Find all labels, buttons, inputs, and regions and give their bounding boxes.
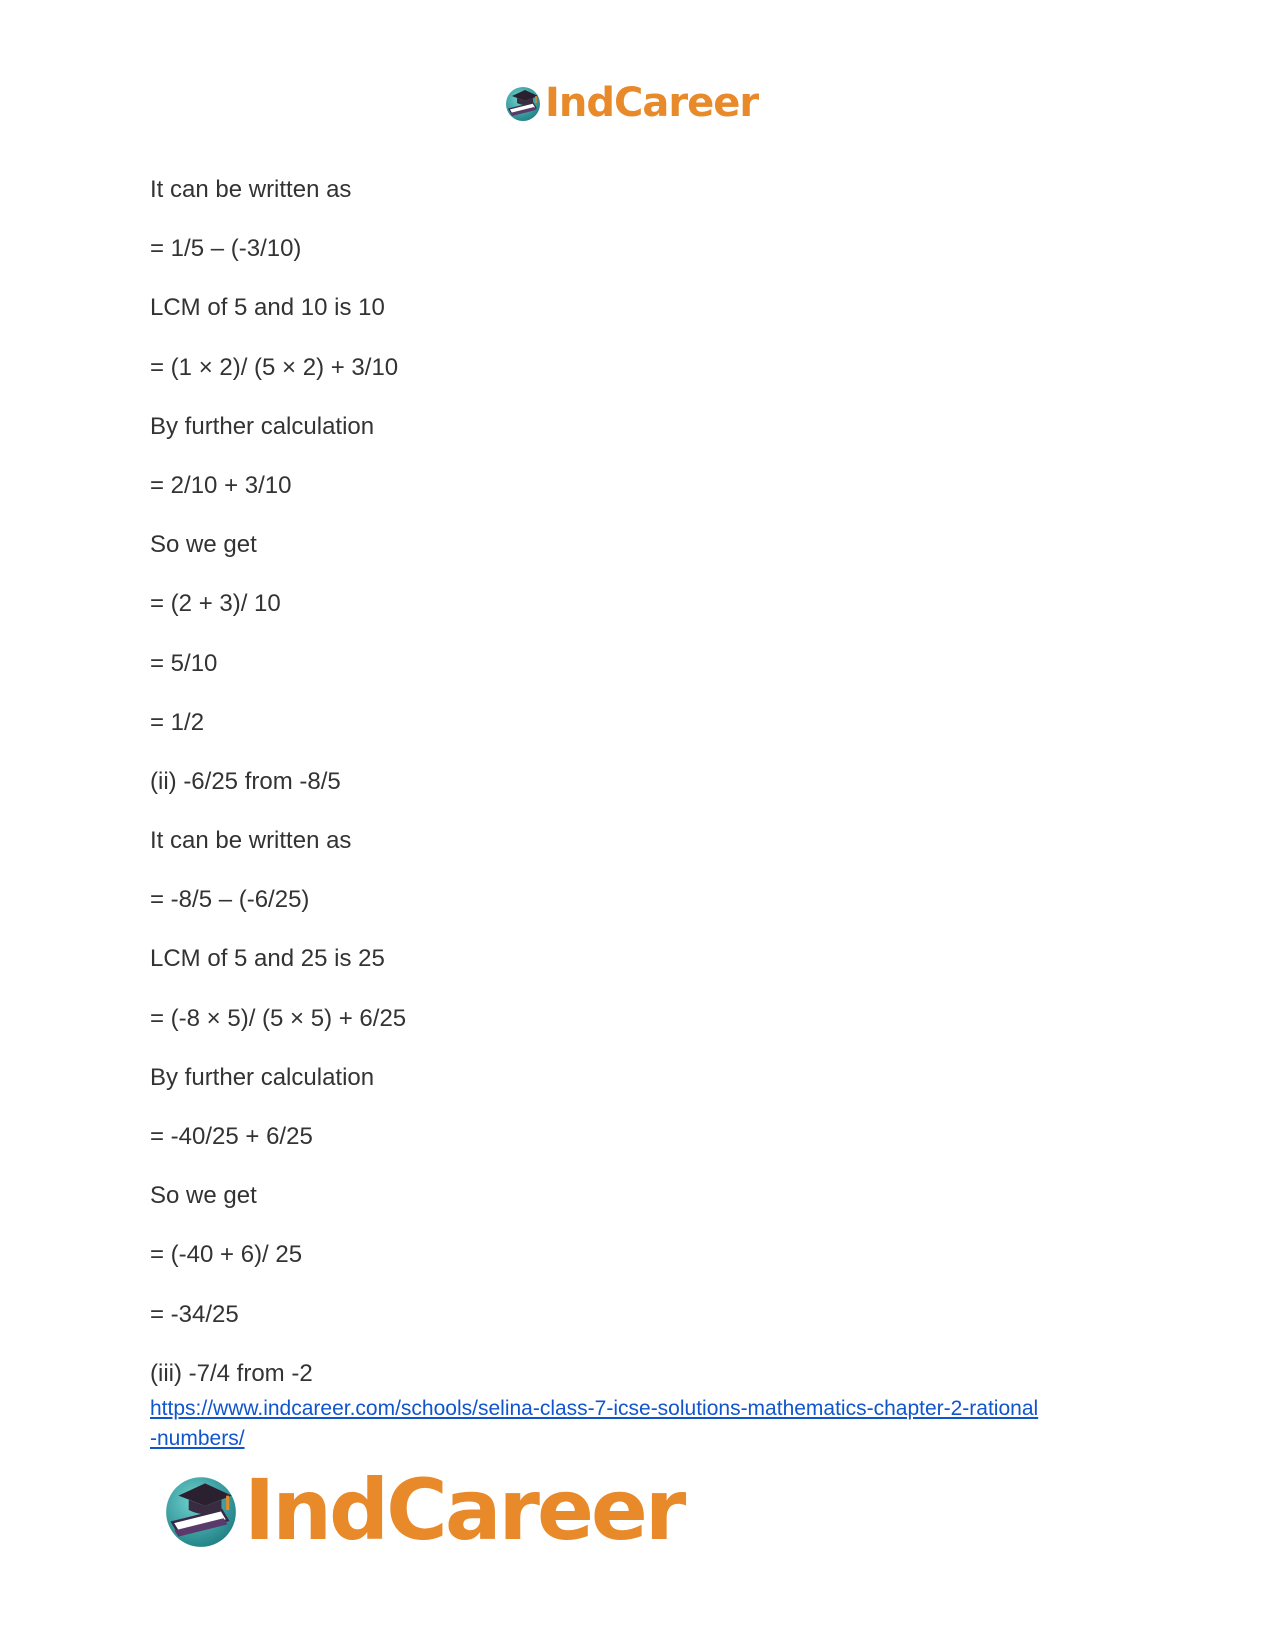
solution-line: By further calculation: [150, 1063, 375, 1091]
solution-line: = (2 + 3)/ 10: [150, 590, 281, 618]
source-link-line1: https://www.indcareer.com/schools/selina-class-7-icse-solutions-mathematics-chapter-2-rational: [150, 1397, 1039, 1420]
solution-line: = 1/5 – (-3/10): [150, 235, 302, 263]
source-link-block: [150, 1394, 1150, 1454]
solution-line: = 5/10: [150, 649, 218, 677]
solution-line: (iii) -7/4 from -2: [150, 1359, 313, 1387]
solution-line: = 2/10 + 3/10: [150, 471, 292, 499]
solution-line: LCM of 5 and 25 is 25: [150, 945, 385, 973]
solution-line: = (-40 + 6)/ 25: [150, 1241, 303, 1269]
solution-line: By further calculation: [150, 412, 375, 440]
solution-line: = -8/5 – (-6/25): [150, 886, 310, 914]
header-logo: [503, 80, 758, 126]
source-link[interactable]: [150, 1397, 1038, 1450]
solution-line: (ii) -6/25 from -8/5: [150, 767, 341, 795]
graduation-cap-books-icon: [503, 83, 543, 123]
logo-text: IndCareer: [545, 80, 759, 126]
solution-line: = -40/25 + 6/25: [150, 1123, 313, 1150]
solution-content: [150, 176, 1150, 1419]
solution-line: So we get: [150, 1182, 257, 1210]
solution-line: = -34/25: [150, 1300, 239, 1328]
logo-text: IndCareer: [244, 1461, 684, 1559]
solution-line: It can be written as: [150, 827, 352, 855]
footer-logo: [160, 1462, 683, 1558]
solution-line: = (-8 × 5)/ (5 × 5) + 6/25: [150, 1004, 407, 1032]
graduation-cap-books-icon: [160, 1469, 242, 1551]
solution-line: So we get: [150, 531, 257, 559]
solution-line: LCM of 5 and 10 is 10: [150, 294, 385, 322]
solution-line: It can be written as: [150, 176, 352, 203]
source-link-line2: -numbers/: [150, 1427, 245, 1450]
solution-line: = (1 × 2)/ (5 × 2) + 3/10: [150, 353, 399, 381]
solution-line: = 1/2: [150, 708, 205, 736]
